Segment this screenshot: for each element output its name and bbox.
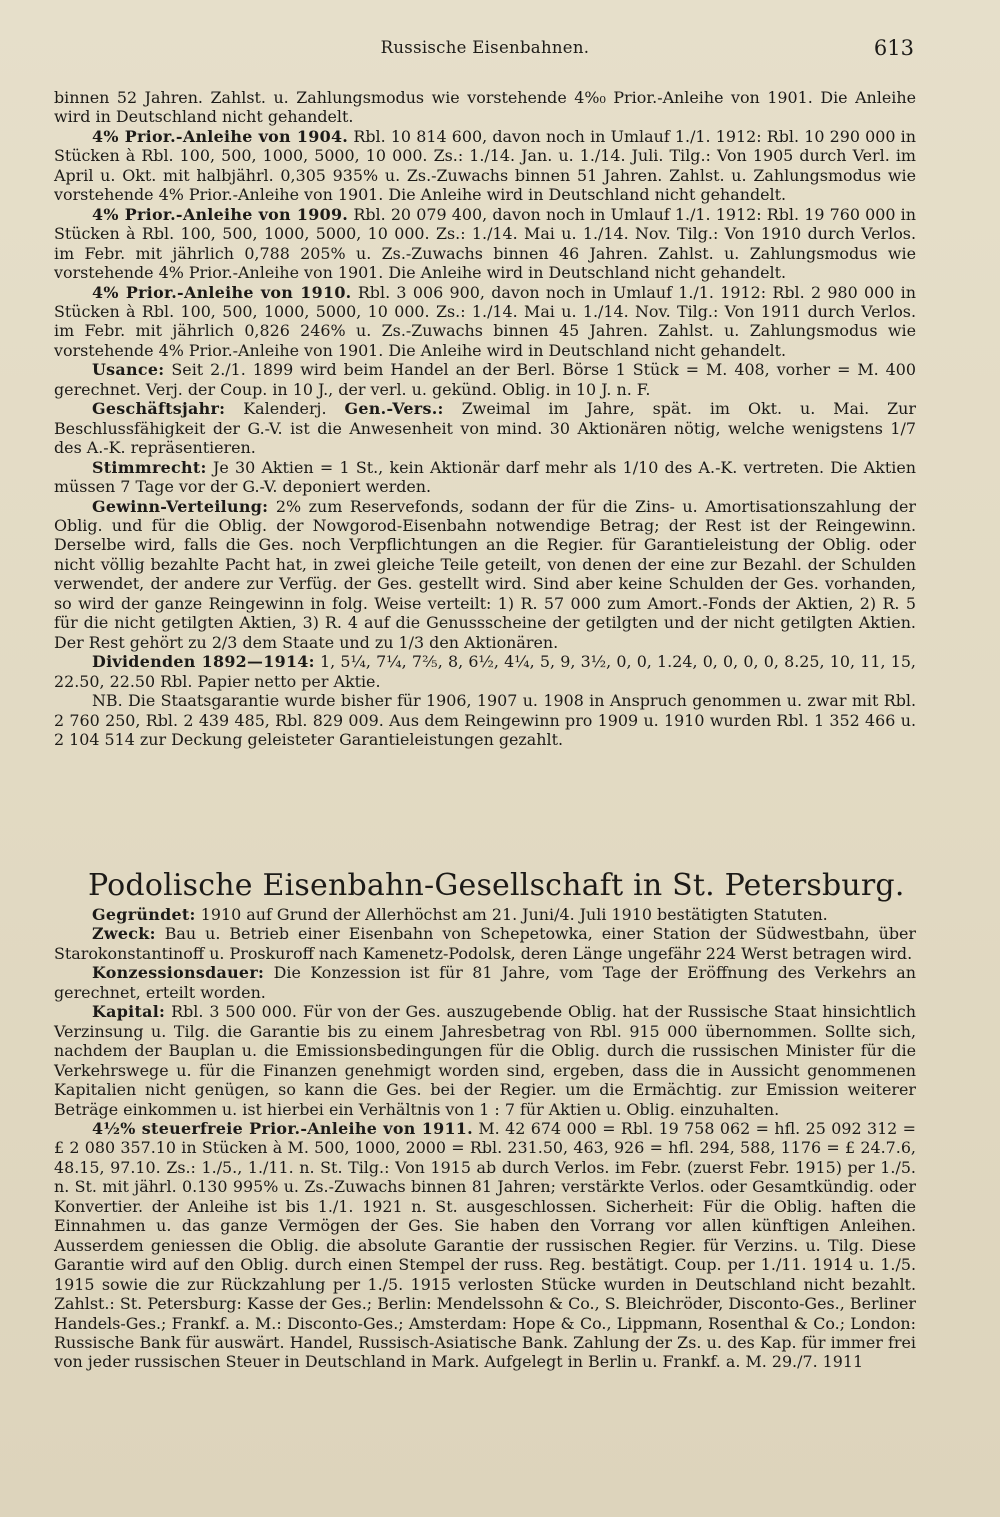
konzession-label: Konzessionsdauer: — [92, 963, 265, 983]
anleihe-1911-label: 4½% steuerfreie Prior.-Anleihe von 1911. — [92, 1118, 473, 1138]
geschaeftsjahr-text: Kalenderj. — [243, 399, 327, 419]
anleihe-1911-text: M. 42 674 000 = Rbl. 19 758 062 = hfl. 25 092 312 = £ 2 080 357.10 in Stücken à M. 500, 1000, 2000 = Rbl. 231.50, 463, 926 = hfl. 294, 588, 1176 = £ 24.7.6, 48.15, 97.10. Zs.: 1./5., 1./11. n. St. Tilg.: Von 1915 ab durch Verlos. im Febr. (zuerst Febr. 1915) per 1./5. n. St. mit jährl. 0.130 995% u. Zs.-Zuwachs binnen 81 Jahren; verstärkte Verlos. oder Gesamtkündig. oder Konvertier. der Anleihe ist bis 1./1. 1921 n. St. ausgeschlossen. Sicherheit: Für die Oblig. haften die Einnahmen u. das ganze Vermögen der Ges. Sie haben den Vorrang vor allen künftigen Anleihen. Ausserdem geniessen die Oblig. die absolute Garantie der russischen Regier. für Verzins. u. Tilg. Diese Garantie wird auf den Oblig. durch einen Stempel der russ. Reg. bestätigt. Coup. per 1./11. 1914 u. 1./5. 1915 sowie die zur Rückzahlung per 1./5. 1915 verlosten Stücke wurden in Deutschland nicht bezahlt. Zahlst.: St. Petersburg: Kasse der Ges.; Berlin: Mendelssohn & Co., S. Bleichröder, Disconto-Ges., Berliner Handels-Ges.; Frankf. a. M.: Disconto-Ges.; Amsterdam: Hope & Co., Lippmann, Rosenthal & Co.; London: Russische Bank für auswärt. Handel, Russisch-Asiatische Bank. Zahlung der Zs. u. des Kap. für immer frei von jeder russischen Steuer in Deutschland in Mark. Aufgelegt in Berlin u. Frankf. a. M. 29./7. 1911 — [54, 1118, 916, 1372]
dividenden-label: Dividenden 1892—1914: — [92, 652, 315, 672]
gegruendet-label: Gegründet: — [92, 905, 196, 924]
podolische-section — [54, 905, 916, 1372]
bond-1910-text: Rbl. 3 006 900, davon noch in Umlauf 1./1. 1912: Rbl. 2 980 000 in Stücken à Rbl. 100, 500, 1000, 5000, 10 000. Zs.: 1./14. Mai u. 1./14. Nov. Tilg.: Von 1911 durch Verlos. im Febr. mit jährlich 0,826 246% u. Zs.-Zuwachs binnen 45 Jahren. Zahlst. u. Zahlungsmodus wie vorstehende 4% Prior.-Anleihe von 1901. Die Anleihe wird in Deutschland nicht gehandelt. — [54, 282, 916, 360]
company-heading: Podolische Eisenbahn-Gesellschaft in St. Petersburg. — [88, 868, 905, 903]
bond-1904-label: 4% Prior.-Anleihe von 1904. — [92, 126, 349, 146]
paragraph-konzession — [54, 963, 916, 1002]
kapital-text: Rbl. 3 500 000. Für von der Ges. auszugebende Oblig. hat der Russische Staat hinsichtlich Verzinsung u. Tilg. die Garantie bis zu einem Jahresbetrag von Rbl. 915 000 übernommen. Sollte sich, nachdem der Bauplan u. die Emissionsbedingungen für die Oblig. durch die russischen Minister für die Verkehrswege u. für die Finanzen genehmigt worden sind, ergeben, dass die in Aussicht genommenen Kapitalien nicht genügen, so kann die Ges. bei der Regier. um die Ermächtig. zur Emission weiterer Beträge einkommen u. ist hierbei ein Verhältnis von 1 : 7 für Aktien u. Oblig. einzuhalten. — [54, 1002, 916, 1119]
page-number: 613 — [873, 36, 914, 60]
zweck-text: Bau u. Betrieb einer Eisenbahn von Schepetowka, einer Station der Südwestbahn, über Starokonstantinoff u. Proskuroff nach Kamenetz-Podolsk, deren Länge ungefähr 224 Werst betragen wird. — [54, 924, 916, 963]
paragraph-bond-1904 — [54, 127, 916, 205]
running-title: Russische Eisenbahnen. — [380, 38, 590, 57]
paragraph-geschaeftsjahr — [54, 399, 916, 457]
bond-1910-label: 4% Prior.-Anleihe von 1910. — [92, 282, 352, 302]
paragraph-anleihe-1911 — [54, 1119, 916, 1372]
paragraph-stimmrecht — [54, 458, 916, 497]
paragraph-usance — [54, 360, 916, 399]
paragraph-continuation — [54, 88, 916, 127]
paragraph-bond-1909 — [54, 205, 916, 283]
paragraph-bond-1910 — [54, 283, 916, 361]
paragraph-text: binnen 52 Jahren. Zahlst. u. Zahlungsmodus wie vorstehende 4%₀ Prior.-Anleihe von 1901. Die Anleihe wird in Deutschland nicht gehandelt. — [54, 88, 916, 127]
paragraph-dividenden — [54, 652, 916, 691]
page-header — [54, 36, 916, 64]
gen-vers-text: Zweimal im Jahre, spät. im Okt. u. Mai. Zur Beschlussfähigkeit der G.-V. ist die Anwesenheit von mind. 30 Aktionären nötig, welche wenigstens 1/7 des A.-K. repräsentieren. — [54, 399, 916, 458]
geschaeftsjahr-label: Geschäftsjahr: — [92, 399, 226, 419]
gegruendet-text: 1910 auf Grund der Allerhöchst am 21. Juni/4. Juli 1910 bestätigten Statuten. — [200, 905, 828, 924]
paragraph-gegruendet — [54, 905, 916, 924]
bond-1909-label: 4% Prior.-Anleihe von 1909. — [92, 204, 349, 224]
paragraph-zweck — [54, 924, 916, 963]
gen-vers-label: Gen.-Vers.: — [344, 399, 444, 419]
dividenden-text: 1, 5¼, 7¼, 7⅖, 8, 6½, 4¼, 5, 9, 3½, 0, 0, 1.24, 0, 0, 0, 0, 8.25, 10, 11, 15, 22.50, 22.50 Rbl. Papier netto per Aktie. — [54, 652, 916, 691]
usance-label: Usance: — [92, 360, 165, 380]
gewinn-verteilung-label: Gewinn-Verteilung: — [92, 496, 269, 516]
zweck-label: Zweck: — [92, 924, 156, 944]
paragraph-kapital — [54, 1002, 916, 1119]
usance-text: Seit 2./1. 1899 wird beim Handel an der Berl. Börse 1 Stück = M. 408, vorher = M. 400 gerechnet. Verj. der Coup. in 10 J., der verl. u. gekünd. Oblig. in 10 J. n. F. — [54, 360, 917, 399]
bond-1904-text: Rbl. 10 814 600, davon noch in Umlauf 1./1. 1912: Rbl. 10 290 000 in Stücken à Rbl. 100, 500, 1000, 5000, 10 000. Zs.: 1./14. Jan. u. 1./14. Juli. Tilg.: Von 1905 durch Verl. im April u. Okt. mit halbjährl. 0,305 935% u. Zs.-Zuwachs binnen 51 Jahren. Zahlst. u. Zahlungsmodus wie vorstehende 4% Prior.-Anleihe von 1901. Die Anleihe wird in Deutschland nicht gehandelt. — [54, 126, 916, 205]
stimmrecht-text: Je 30 Aktien = 1 St., kein Aktionär darf mehr als 1/10 des A.-K. vertreten. Die Aktien müssen 7 Tage vor der G.-V. deponiert werden. — [54, 457, 916, 497]
stimmrecht-label: Stimmrecht: — [92, 457, 207, 477]
kapital-label: Kapital: — [92, 1002, 166, 1022]
paragraph-nb — [54, 691, 916, 749]
gewinn-verteilung-text: 2% zum Reservefonds, sodann der für die Zins- u. Amortisationszahlung der Oblig. und für die Oblig. der Nowgorod-Eisenbahn notwendige Betrag; der Rest ist der Reingewinn. Derselbe wird, falls die Ges. noch Verpflichtungen an die Regier. für Garantieleistung der Oblig. oder nicht völlig bezahlte Pacht hat, in zwei gleiche Teile geteilt, von denen der eine zur Bezahl. der Schulden verwendet, der andere zur Verfüg. der Ges. gestellt wird. Sind aber keine Schulden der Ges. vorhanden, so wird der ganze Reingewinn in folg. Weise verteilt: 1) R. 57 000 zum Amort.-Fonds der Aktien, 2) R. 5 für die nicht getilgten Aktien, 3) R. 4 auf die Genussscheine der getilgten und der nicht getilgten Aktien. Der Rest gehört zu 2/3 dem Staate und zu 1/3 den Aktionären. — [54, 496, 916, 652]
railway-bonds-section — [54, 88, 916, 749]
nb-text: NB. Die Staatsgarantie wurde bisher für 1906, 1907 u. 1908 in Anspruch genommen u. zwar mit Rbl. 2 760 250, Rbl. 2 439 485, Rbl. 829 009. Aus dem Reingewinn pro 1909 u. 1910 wurden Rbl. 1 352 466 u. 2 104 514 zur Deckung geleisteter Garantieleistungen gezahlt. — [54, 691, 916, 749]
paragraph-gewinn-verteilung — [54, 497, 916, 653]
bond-1909-text: Rbl. 20 079 400, davon noch in Umlauf 1./1. 1912: Rbl. 19 760 000 in Stücken à Rbl. 100, 500, 1000, 5000, 10 000. Zs.: 1./14. Mai u. 1./14. Nov. Tilg.: Von 1910 durch Verlos. im Febr. mit jährlich 0,788 205% u. Zs.-Zuwachs binnen 46 Jahren. Zahlst. u. Zahlungsmodus wie vorstehende 4% Prior.-Anleihe von 1901. Die Anleihe wird in Deutschland nicht gehandelt. — [54, 204, 916, 283]
konzession-text: Die Konzession ist für 81 Jahre, vom Tage der Eröffnung des Verkehrs an gerechnet, erteilt worden. — [54, 963, 916, 1002]
